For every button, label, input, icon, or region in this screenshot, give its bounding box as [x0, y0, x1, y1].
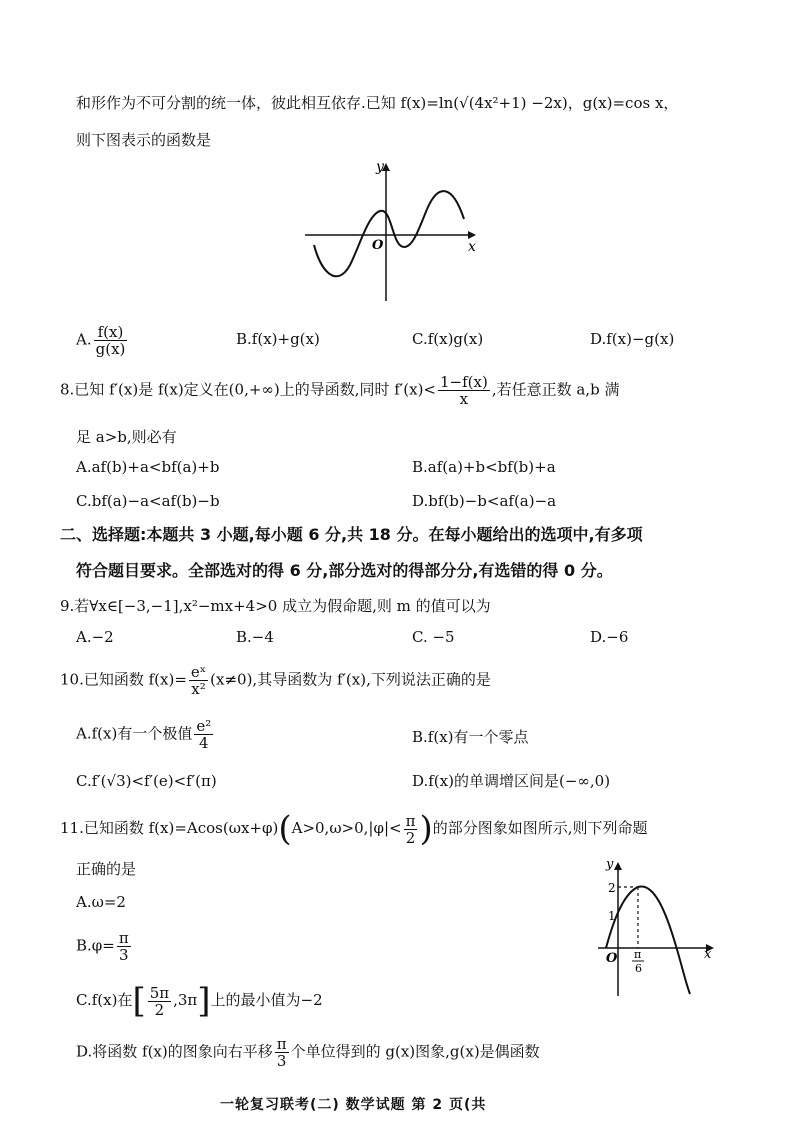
q7-y-label: y [376, 159, 384, 175]
q7-x-arrow [468, 231, 476, 239]
q9-option-b[interactable]: B.−4 [236, 628, 274, 646]
q10-option-a-num: e² [196, 717, 212, 735]
q11-option-c-den: 2 [154, 1000, 165, 1019]
q8-frac-num: 1−f(x) [440, 373, 488, 391]
q8-option-a[interactable]: A.af(b)+a<bf(a)+b [76, 458, 220, 476]
q10-stem-b: (x≠0),其导函数为 f′(x),下列说法正确的是 [210, 670, 491, 689]
q8-stem-line-1 [60, 374, 619, 407]
q11-cond-num: π [405, 811, 416, 830]
q8-option-c[interactable]: C.bf(a)−a<af(b)−b [76, 492, 220, 510]
q10-option-d[interactable]: D.f(x)的单调增区间是(−∞,0) [412, 772, 611, 790]
q9-option-c[interactable]: C. −5 [412, 628, 455, 646]
q11-option-c-prefix: C.f(x)在 [76, 991, 133, 1009]
q11-option-b-fraction [117, 930, 131, 963]
q11-origin-label: O [606, 951, 618, 966]
q11-option-b-den: 3 [119, 946, 129, 964]
q11-x-label: x [704, 947, 712, 962]
q11-option-d-prefix: D.将函数 f(x)的图象向右平移 [76, 1042, 273, 1061]
q11-stem-a: 11.已知函数 f(x)=Acos(ωx+φ) [60, 819, 279, 837]
section-2-heading-line-1: 二、选择题:本题共 3 小题,每小题 6 分,共 18 分。在每小题给出的选项中,有多项 [60, 525, 643, 544]
q7-option-a-fraction [94, 324, 128, 357]
q11-option-c-right-bracket: ] [197, 981, 211, 1021]
q11-x-tick-num: π [634, 948, 642, 961]
q11-option-b-num: π [118, 929, 129, 947]
q10-option-b[interactable]: B.f(x)有一个零点 [412, 728, 529, 746]
q11-condition: A>0,ω>0,|φ|< [291, 819, 402, 837]
q10-option-a-prefix: A.f(x)有一个极值 [76, 724, 193, 743]
q7-option-a-num: f(x) [94, 324, 128, 341]
q11-y-label: y [606, 857, 614, 872]
q10-frac-num: eˣ [190, 663, 207, 681]
q11-stem-line-2: 正确的是 [76, 860, 137, 878]
q11-tick-1: 1 [608, 909, 616, 923]
q7-x-label: x [468, 239, 476, 255]
q11-stem-line-1 [60, 809, 648, 849]
q11-y-arrow [614, 862, 622, 870]
q10-option-a-fraction [194, 718, 213, 751]
q11-option-c-left-bracket: [ [132, 981, 146, 1021]
q7-option-a[interactable] [76, 324, 129, 357]
q10-frac-den: x² [191, 680, 206, 698]
q10-stem [60, 664, 491, 697]
intro-line-2: 则下图表示的函数是 [76, 131, 212, 149]
q7-function-graph [300, 155, 490, 305]
q11-stem-b: 的部分图象如图所示,则下列命题 [432, 819, 648, 837]
q10-option-c[interactable]: C.f′(√3)<f′(e)<f′(π) [76, 772, 217, 790]
q9-option-d[interactable]: D.−6 [590, 628, 629, 646]
q11-option-d-fraction [275, 1036, 289, 1069]
q8-option-d[interactable]: D.bf(b)−b<af(a)−a [412, 492, 557, 510]
q11-option-d[interactable] [76, 1036, 540, 1069]
q7-origin-label: O [372, 238, 384, 253]
q8-option-b[interactable]: B.af(a)+b<bf(b)+a [412, 458, 556, 476]
q11-right-paren: ) [419, 809, 433, 849]
q7-option-c[interactable]: C.f(x)g(x) [412, 330, 484, 348]
page-footer: 一轮复习联考(二) 数学试题 第 2 页(共 [220, 1097, 487, 1113]
q11-option-d-suffix: 个单位得到的 g(x)图象,g(x)是偶函数 [290, 1042, 540, 1061]
q8-stem-a: 8.已知 f′(x)是 f(x)定义在(0,+∞)上的导函数,同时 f′(x)< [60, 380, 436, 399]
q7-option-d[interactable]: D.f(x)−g(x) [590, 330, 675, 348]
q11-option-b[interactable] [76, 930, 133, 963]
q7-option-b[interactable]: B.f(x)+g(x) [236, 330, 320, 348]
q9-stem: 9.若∀x∈[−3,−1],x²−mx+4>0 成立为假命题,则 m 的值可以为 [60, 597, 491, 615]
q11-option-c-mid: ,3π [173, 991, 198, 1009]
q9-option-a[interactable]: A.−2 [76, 628, 114, 646]
q10-stem-a: 10.已知函数 f(x)= [60, 670, 187, 689]
intro-line-1: 和形作为不可分割的统一体，彼此相互依存.已知 f(x)=ln(√(4x²+1) −2x)，g(x)=cos x， [76, 94, 679, 112]
q8-frac-den: x [459, 390, 469, 408]
q10-fraction [189, 664, 208, 697]
q11-option-c-num: 5π [149, 983, 170, 1002]
q11-cond-den: 2 [405, 828, 416, 847]
q11-option-d-num: π [276, 1035, 287, 1053]
q11-function-graph [592, 854, 722, 1000]
q7-option-a-prefix: A. [76, 330, 92, 349]
q7-curve [314, 191, 464, 276]
q11-option-c[interactable] [76, 981, 323, 1021]
q11-option-b-prefix: B.φ= [76, 936, 115, 955]
q8-fraction [438, 374, 490, 407]
q11-x-tick-den: 6 [635, 962, 642, 975]
q10-option-a-den: 4 [199, 734, 209, 752]
q11-option-c-fraction [148, 985, 171, 1018]
q11-condition-fraction [404, 813, 418, 846]
q8-stem-line-2: 足 a>b,则必有 [76, 428, 177, 446]
section-2-heading-line-2: 符合题目要求。全部选对的得 6 分,部分选对的得部分分,有选错的得 0 分。 [76, 561, 613, 580]
q11-option-c-suffix: 上的最小值为−2 [210, 991, 323, 1009]
q11-option-a[interactable]: A.ω=2 [76, 893, 126, 911]
q7-option-a-den: g(x) [95, 340, 126, 358]
q10-option-a[interactable] [76, 718, 215, 751]
q11-option-d-den: 3 [276, 1052, 287, 1070]
q8-stem-b: ,若任意正数 a,b 满 [491, 380, 620, 399]
q11-tick-2: 2 [608, 881, 616, 895]
q11-left-paren: ( [278, 809, 292, 849]
